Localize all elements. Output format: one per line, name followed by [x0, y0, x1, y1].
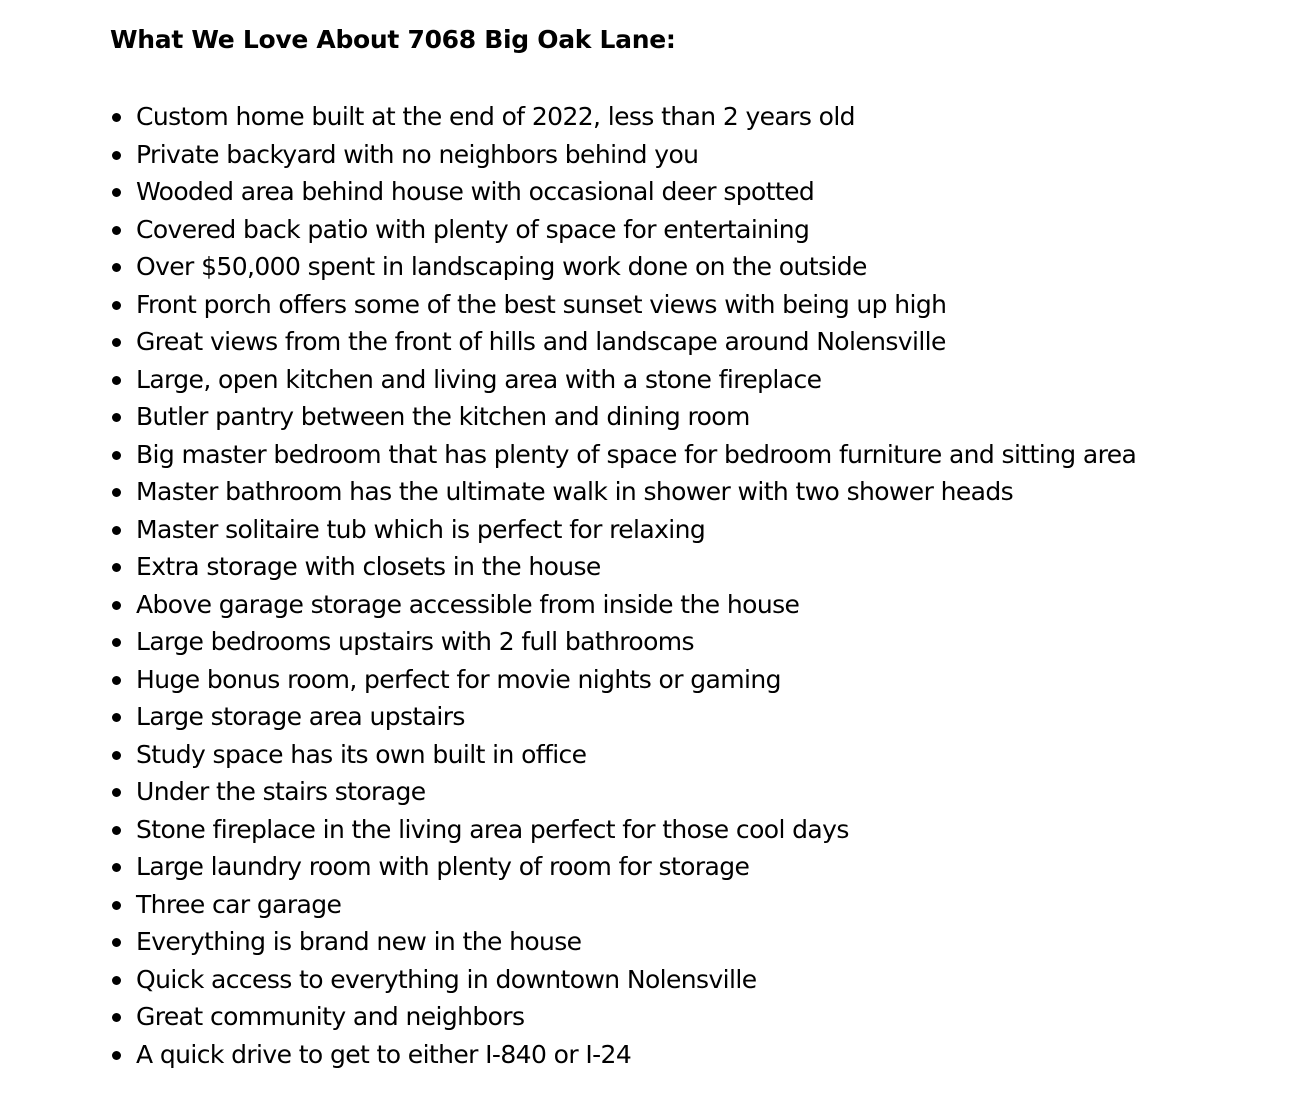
list-item [110, 736, 1312, 774]
list-item-text: Custom home built at the end of 2022, less than 2 years old [136, 102, 855, 131]
list-item [110, 323, 1312, 361]
bullet-icon [112, 563, 121, 572]
list-item [110, 211, 1312, 249]
list-item-text: Big master bedroom that has plenty of space for bedroom furniture and sitting area [136, 439, 1137, 469]
list-item [110, 923, 1312, 961]
bullet-icon [112, 488, 121, 497]
list-item [110, 811, 1312, 849]
bullet-icon [112, 226, 121, 235]
bullet-icon [112, 863, 121, 872]
list-item [110, 661, 1312, 699]
bullet-icon [112, 1051, 121, 1060]
list-item-text: Under the stairs storage [136, 777, 426, 806]
bullet-icon [112, 151, 121, 160]
list-item [110, 961, 1312, 999]
bullet-icon [112, 188, 121, 197]
list-item-text: Huge bonus room, perfect for movie nights or gaming [136, 664, 781, 694]
bullet-icon [112, 713, 121, 722]
list-item-text: Study space has its own built in office [136, 739, 587, 769]
page-title: What We Love About 7068 Big Oak Lane: [110, 25, 676, 54]
list-item [110, 1036, 1312, 1074]
bullet-icon [112, 526, 121, 535]
list-item [110, 548, 1312, 586]
bullet-icon [112, 826, 121, 835]
list-item-text: Large bedrooms upstairs with 2 full bathrooms [136, 627, 694, 656]
list-item [110, 98, 1312, 136]
list-item-text: A quick drive to get to either I-840 or I-24 [136, 1039, 632, 1069]
list-item-text: Stone fireplace in the living area perfect for those cool days [136, 814, 849, 844]
list-item-text: Over $50,000 spent in landscaping work done on the outside [136, 252, 867, 281]
list-item [110, 886, 1312, 924]
list-item-text: Quick access to everything in downtown Nolensville [136, 964, 757, 994]
list-item [110, 698, 1312, 736]
list-item-text: Great views from the front of hills and landscape around Nolensville [136, 327, 946, 356]
list-item [110, 436, 1312, 474]
list-item [110, 773, 1312, 811]
list-item [110, 511, 1312, 549]
list-item [110, 361, 1312, 399]
bullet-icon [112, 601, 121, 610]
bullet-icon [112, 338, 121, 347]
bullet-icon [112, 451, 121, 460]
list-item-text: Front porch offers some of the best sunset views with being up high [136, 289, 947, 319]
list-item-text: Everything is brand new in the house [136, 927, 582, 956]
list-item [110, 998, 1312, 1036]
bullet-icon [112, 676, 121, 685]
bullet-icon [112, 638, 121, 647]
list-item-text: Master bathroom has the ultimate walk in shower with two shower heads [136, 477, 1014, 506]
bullet-icon [112, 751, 121, 760]
list-item [110, 286, 1312, 324]
list-item-text: Covered back patio with plenty of space for entertaining [136, 214, 810, 244]
list-item [110, 473, 1312, 511]
list-item [110, 173, 1312, 211]
list-item-text: Great community and neighbors [136, 1002, 525, 1031]
bullet-icon [112, 301, 121, 310]
bullet-icon [112, 113, 121, 122]
bullet-icon [112, 263, 121, 272]
list-item-text: Extra storage with closets in the house [136, 552, 601, 581]
list-item-text: Master solitaire tub which is perfect for relaxing [136, 514, 706, 544]
list-item [110, 586, 1312, 624]
feature-list [110, 98, 1312, 1073]
bullet-icon [112, 938, 121, 947]
list-item [110, 398, 1312, 436]
bullet-icon [112, 376, 121, 385]
bullet-icon [112, 413, 121, 422]
list-item [110, 136, 1312, 174]
list-item [110, 848, 1312, 886]
list-item-text: Private backyard with no neighbors behind you [136, 139, 699, 169]
list-item-text: Butler pantry between the kitchen and dining room [136, 402, 750, 431]
list-item-text: Above garage storage accessible from inside the house [136, 589, 800, 619]
bullet-icon [112, 1013, 121, 1022]
bullet-icon [112, 788, 121, 797]
list-item-text: Large, open kitchen and living area with a stone fireplace [136, 364, 822, 394]
list-item-text: Large storage area upstairs [136, 702, 465, 731]
bullet-icon [112, 901, 121, 910]
bullet-icon [112, 976, 121, 985]
list-item [110, 623, 1312, 661]
list-item-text: Large laundry room with plenty of room for storage [136, 852, 750, 881]
list-item [110, 248, 1312, 286]
list-item-text: Wooded area behind house with occasional deer spotted [136, 177, 815, 206]
list-item-text: Three car garage [136, 889, 342, 919]
